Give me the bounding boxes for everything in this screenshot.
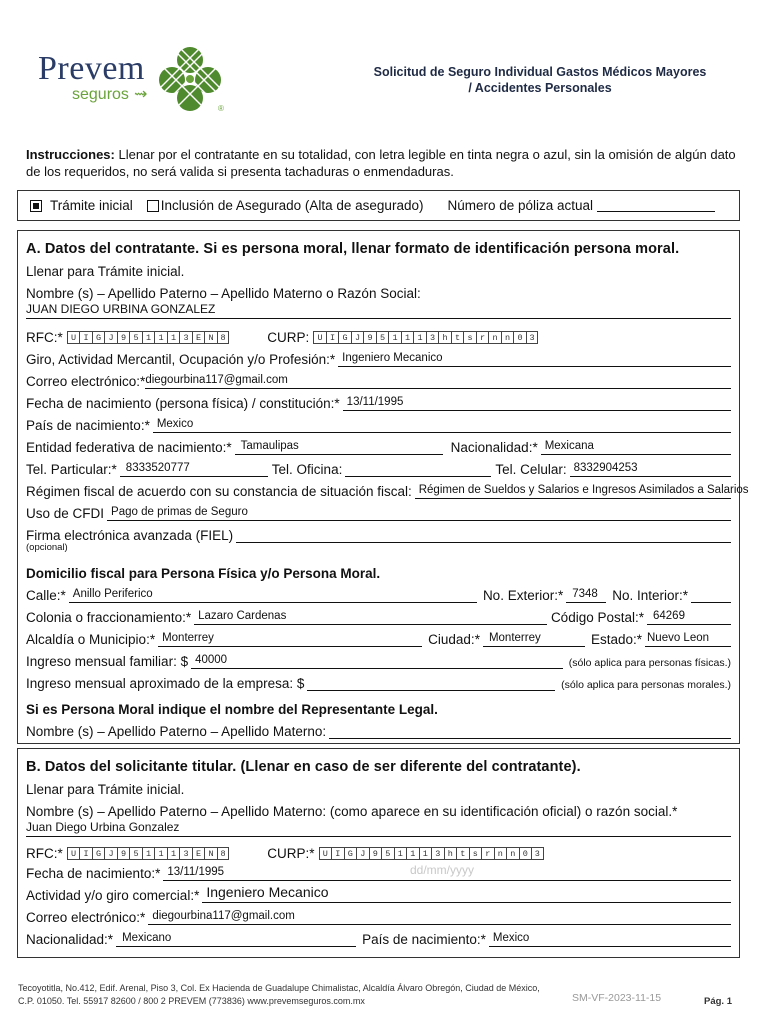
ingreso-empresa-field[interactable] [307, 673, 555, 691]
char-box: 1 [413, 331, 426, 344]
char-box: 9 [117, 847, 130, 860]
regimen-label: Régimen fiscal de acuerdo con su constancia de situación fiscal: [26, 484, 412, 499]
char-box: G [338, 331, 351, 344]
giro-label: Giro, Actividad Mercantil, Ocupación y/o Profesión:* [26, 352, 336, 367]
representante-field[interactable] [329, 721, 731, 739]
b-fecha-value: 13/11/1995 [167, 866, 225, 878]
b-curp-char-boxes[interactable] [319, 847, 544, 860]
char-box: 1 [406, 847, 419, 860]
char-box: r [476, 331, 489, 344]
char-box: 1 [167, 847, 180, 860]
cfdi-value: Pago de primas de Seguro [111, 506, 248, 518]
nacionalidad-label: Nacionalidad:* [450, 440, 538, 455]
nombre-contratante-row [26, 301, 731, 319]
entidad-nacionalidad-row [26, 437, 731, 455]
b-correo-label: Correo electrónico:* [26, 910, 146, 925]
b-curp-label: CURP:* [267, 846, 315, 861]
b-correo-value: diegourbina117@gmail.com [152, 910, 295, 922]
regimen-row [26, 481, 749, 499]
nombre-solicitante-row [26, 819, 731, 837]
regimen-value: Régimen de Sueldos y Salarios e Ingresos Asimilados a Salarios [418, 484, 749, 496]
rfc-label: RFC:* [26, 330, 63, 345]
char-box: 1 [142, 331, 155, 344]
char-box: J [104, 331, 117, 344]
char-box: 1 [154, 847, 167, 860]
logo-arrow-icon: ⇝ [134, 86, 148, 103]
entidad-label: Entidad federativa de nacimiento:* [26, 440, 232, 455]
pais-value: Mexico [156, 418, 194, 430]
b-nacionalidad-value: Mexicano [122, 932, 172, 944]
section-b-title: B. Datos del solicitante titular. (Llenar en caso de ser diferente del contratante). [26, 759, 581, 775]
alcaldia-field[interactable] [158, 629, 422, 647]
char-box: h [444, 847, 457, 860]
char-box: 1 [401, 331, 414, 344]
b-rfc-curp-row [26, 843, 731, 861]
fecha-nacimiento-label: Fecha de nacimiento (persona física) / constitución:* [26, 396, 340, 411]
char-box: 8 [217, 847, 230, 860]
section-a-title: A. Datos del contratante. Si es persona moral, llenar formato de identificación persona moral. [26, 241, 680, 257]
char-box: 3 [431, 847, 444, 860]
tramite-inicial-label: Trámite inicial [50, 198, 133, 213]
char-box: 8 [217, 331, 230, 344]
b-fecha-label: Fecha de nacimiento:* [26, 866, 161, 881]
no-exterior-value: 7348 [572, 588, 598, 600]
poliza-actual-field[interactable] [597, 200, 715, 212]
char-box: n [488, 331, 501, 344]
char-box: 3 [179, 331, 192, 344]
char-box: 0 [513, 331, 526, 344]
char-box: I [331, 847, 344, 860]
b-actividad-field[interactable] [202, 885, 731, 903]
b-rfc-label: RFC:* [26, 846, 63, 861]
ingreso-familiar-value: 40000 [195, 654, 228, 666]
char-box: G [92, 331, 105, 344]
fiel-opcional: (opcional) [26, 542, 68, 553]
calle-row [26, 585, 731, 603]
tel-oficina-field[interactable] [345, 459, 491, 477]
char-box: n [501, 331, 514, 344]
document-title [340, 64, 740, 96]
char-box: 1 [154, 331, 167, 344]
pais-row [26, 415, 731, 433]
alcaldia-label: Alcaldía o Municipio:* [26, 632, 156, 647]
char-box: 5 [129, 847, 142, 860]
telefonos-row [26, 459, 731, 477]
tel-particular-label: Tel. Particular:* [26, 462, 117, 477]
b-fecha-field[interactable] [163, 863, 731, 881]
char-box: U [67, 847, 80, 860]
colonia-label: Colonia o fraccionamiento:* [26, 610, 192, 625]
nacionalidad-field[interactable] [541, 437, 731, 455]
char-box: N [204, 847, 217, 860]
tel-celular-label: Tel. Celular: [495, 462, 567, 477]
codigo-postal-value: 64269 [653, 610, 685, 622]
footer-form-code: SM-VF-2023-11-15 [572, 992, 662, 1004]
calle-label: Calle:* [26, 588, 66, 603]
char-box: I [326, 331, 339, 344]
char-box: J [356, 847, 369, 860]
poliza-actual [447, 198, 715, 213]
codigo-postal-label: Código Postal:* [550, 610, 644, 625]
tel-particular-value: 8333520777 [125, 462, 190, 474]
char-box: r [481, 847, 494, 860]
b-actividad-label: Actividad y/o giro comercial:* [26, 888, 200, 903]
domicilio-title: Domicilio fiscal para Persona Física y/o Persona Moral. [26, 566, 381, 581]
calle-value: Anillo Periferico [72, 588, 153, 600]
correo-label: Correo electrónico:* [26, 374, 146, 389]
entidad-value: Tamaulipas [240, 440, 299, 452]
ciudad-value: Monterrey [488, 632, 541, 644]
alcaldia-value: Monterrey [162, 632, 214, 644]
char-box: t [451, 331, 464, 344]
b-correo-row [26, 907, 731, 925]
section-a-llenar: Llenar para Trámite inicial. [26, 264, 185, 279]
tel-celular-value: 8332904253 [573, 462, 638, 474]
calle-field[interactable] [69, 585, 477, 603]
section-a-contratante [17, 230, 749, 744]
curp-label: CURP: [267, 330, 310, 345]
estado-field[interactable] [645, 629, 731, 647]
b-nacionalidad-row [26, 929, 731, 947]
instructions-label: Instrucciones: [26, 147, 115, 162]
estado-label: Estado:* [590, 632, 642, 647]
b-rfc-char-boxes[interactable] [67, 847, 230, 860]
rfc-curp-row [26, 327, 731, 345]
char-box: s [469, 847, 482, 860]
pais-label: País de nacimiento:* [26, 418, 150, 433]
char-box: 1 [142, 847, 155, 860]
char-box: I [79, 847, 92, 860]
char-box: I [79, 331, 92, 344]
char-box: U [319, 847, 332, 860]
char-box: J [104, 847, 117, 860]
codigo-postal-field[interactable] [647, 607, 731, 625]
b-actividad-row [26, 885, 731, 903]
fecha-nacimiento-field[interactable] [343, 393, 731, 411]
ciudad-field[interactable] [483, 629, 585, 647]
ingreso-familiar-label: Ingreso mensual familiar: $ [26, 654, 189, 669]
correo-value: diegourbina117@gmail.com [145, 374, 288, 386]
char-box: U [313, 331, 326, 344]
nombre-contratante-label: Nombre (s) – Apellido Paterno – Apellido Materno o Razón Social: [26, 286, 421, 301]
giro-field[interactable] [338, 349, 731, 367]
b-pais-value: Mexico [492, 932, 530, 944]
colonia-field[interactable] [194, 607, 547, 625]
entidad-field[interactable] [235, 437, 443, 455]
char-box: 1 [419, 847, 432, 860]
representante-row [26, 721, 731, 739]
char-box: 5 [129, 331, 142, 344]
alcaldia-row [26, 629, 731, 647]
no-interior-field[interactable] [691, 585, 731, 603]
title-line-2: / Accidentes Personales [468, 81, 612, 95]
char-box: 3 [526, 331, 539, 344]
tel-celular-field[interactable] [570, 459, 731, 477]
char-box: s [463, 331, 476, 344]
char-box: 3 [179, 847, 192, 860]
char-box: G [92, 847, 105, 860]
b-nacionalidad-label: Nacionalidad:* [26, 932, 114, 947]
inclusion-asegurado-option[interactable] [147, 198, 424, 213]
ingreso-empresa-row [26, 673, 731, 691]
colonia-value: Lazaro Cardenas [198, 610, 287, 622]
giro-row [26, 349, 731, 367]
ingreso-familiar-note: (sólo aplica para personas físicas.) [568, 657, 731, 669]
footer-address: Tecoyotitla, No.412, Edif. Arenal, Piso 3, Col. Ex Hacienda de Guadalupe Chimalistac, Alcaldía Álvaro Obregón, Ciudad de México, C.P. 01050. Tel. 55917 82600 / 800 2 PREVEM (773836) www.prevemseguros.com.mx [18, 983, 540, 1006]
no-exterior-label: No. Exterior:* [482, 588, 564, 603]
ingreso-empresa-label: Ingreso mensual aproximado de la empresa: $ [26, 676, 305, 691]
char-box: E [192, 331, 205, 344]
char-box: n [506, 847, 519, 860]
nombre-contratante-value: JUAN DIEGO URBINA GONZALEZ [26, 302, 216, 316]
char-box: 9 [363, 331, 376, 344]
char-box: n [494, 847, 507, 860]
b-actividad-value: Ingeniero Mecanico [206, 884, 329, 900]
tramite-box [17, 190, 740, 221]
nombre-solicitante-label: Nombre (s) – Apellido Paterno – Apellido Materno: (como aparece en su identificación oficial) o razón social.* [26, 804, 678, 819]
char-box: U [67, 331, 80, 344]
poliza-actual-label: Número de póliza actual [447, 198, 594, 213]
logo-name: Prevem [38, 50, 145, 87]
logo-sub: seguros [72, 86, 129, 103]
ciudad-label: Ciudad:* [428, 632, 480, 647]
representante-label: Nombre (s) – Apellido Paterno – Apellido Materno: [26, 724, 327, 739]
cfdi-label: Uso de CFDI [26, 506, 105, 521]
cfdi-row [26, 503, 731, 521]
regimen-field[interactable] [415, 481, 749, 499]
registered-mark: ® [218, 104, 224, 113]
b-pais-field[interactable] [489, 929, 731, 947]
b-pais-label: País de nacimiento:* [362, 932, 486, 947]
instructions [26, 146, 738, 180]
instructions-text: Llenar por el contratante en su totalidad, con letra legible en tinta negra o azul, sin la omisión de algún dato de los requeridos, no será valida si presenta tachaduras o enmendaduras. [26, 147, 736, 179]
representante-title: Si es Persona Moral indique el nombre del Representante Legal. [26, 702, 438, 717]
nombre-contratante-field[interactable] [26, 301, 731, 319]
b-nacionalidad-field[interactable] [116, 929, 356, 947]
title-line-1: Solicitud de Seguro Individual Gastos Médicos Mayores [373, 65, 707, 79]
char-box: 1 [394, 847, 407, 860]
fecha-nacimiento-value: 13/11/1995 [346, 396, 404, 408]
rfc-char-boxes[interactable] [67, 331, 230, 344]
char-box: N [204, 331, 217, 344]
char-box: 3 [426, 331, 439, 344]
tel-particular-field[interactable] [120, 459, 268, 477]
b-correo-field[interactable] [148, 907, 731, 925]
cfdi-field[interactable] [107, 503, 731, 521]
char-box: J [351, 331, 364, 344]
tramite-inicial-checkbox[interactable] [30, 200, 42, 212]
header [0, 0, 768, 130]
colonia-row [26, 607, 731, 625]
footer-page-number: Pág. 1 [704, 996, 732, 1007]
pais-field[interactable] [153, 415, 731, 433]
char-box: E [192, 847, 205, 860]
giro-value: Ingeniero Mecanico [342, 352, 443, 364]
char-box: h [438, 331, 451, 344]
char-box: 1 [167, 331, 180, 344]
inclusion-asegurado-checkbox[interactable] [147, 200, 159, 212]
char-box: G [344, 847, 357, 860]
b-fecha-row [26, 863, 731, 881]
nacionalidad-value: Mexicana [544, 440, 594, 452]
inclusion-asegurado-label: Inclusión de Asegurado (Alta de asegurado) [160, 198, 424, 213]
char-box: 5 [381, 847, 394, 860]
nombre-solicitante-field[interactable] [26, 819, 731, 837]
char-box: 9 [117, 331, 130, 344]
char-box: 5 [376, 331, 389, 344]
nombre-solicitante-value: Juan Diego Urbina Gonzalez [26, 820, 180, 834]
no-exterior-field[interactable] [566, 585, 606, 603]
char-box: 9 [369, 847, 382, 860]
tel-oficina-label: Tel. Oficina: [271, 462, 343, 477]
char-box: t [456, 847, 469, 860]
section-b-solicitante [17, 748, 740, 958]
section-b-llenar: Llenar para Trámite inicial. [26, 782, 185, 797]
estado-value: Nuevo Leon [647, 632, 710, 644]
ingreso-familiar-field[interactable] [191, 651, 563, 669]
tramite-inicial-option[interactable] [30, 198, 133, 213]
curp-char-boxes[interactable] [313, 331, 538, 344]
char-box: 0 [519, 847, 532, 860]
no-interior-label: No. Interior:* [612, 588, 688, 603]
correo-row [26, 371, 731, 389]
fiel-label: Firma electrónica avanzada (FIEL) [26, 528, 234, 543]
char-box: 1 [388, 331, 401, 344]
fecha-nacimiento-row [26, 393, 731, 411]
char-box: 3 [531, 847, 544, 860]
fecha-placeholder: dd/mm/yyyy [410, 863, 475, 877]
ingreso-familiar-row [26, 651, 731, 669]
ingreso-empresa-note: (sólo aplica para personas morales.) [561, 679, 731, 691]
correo-field[interactable] [145, 371, 731, 389]
